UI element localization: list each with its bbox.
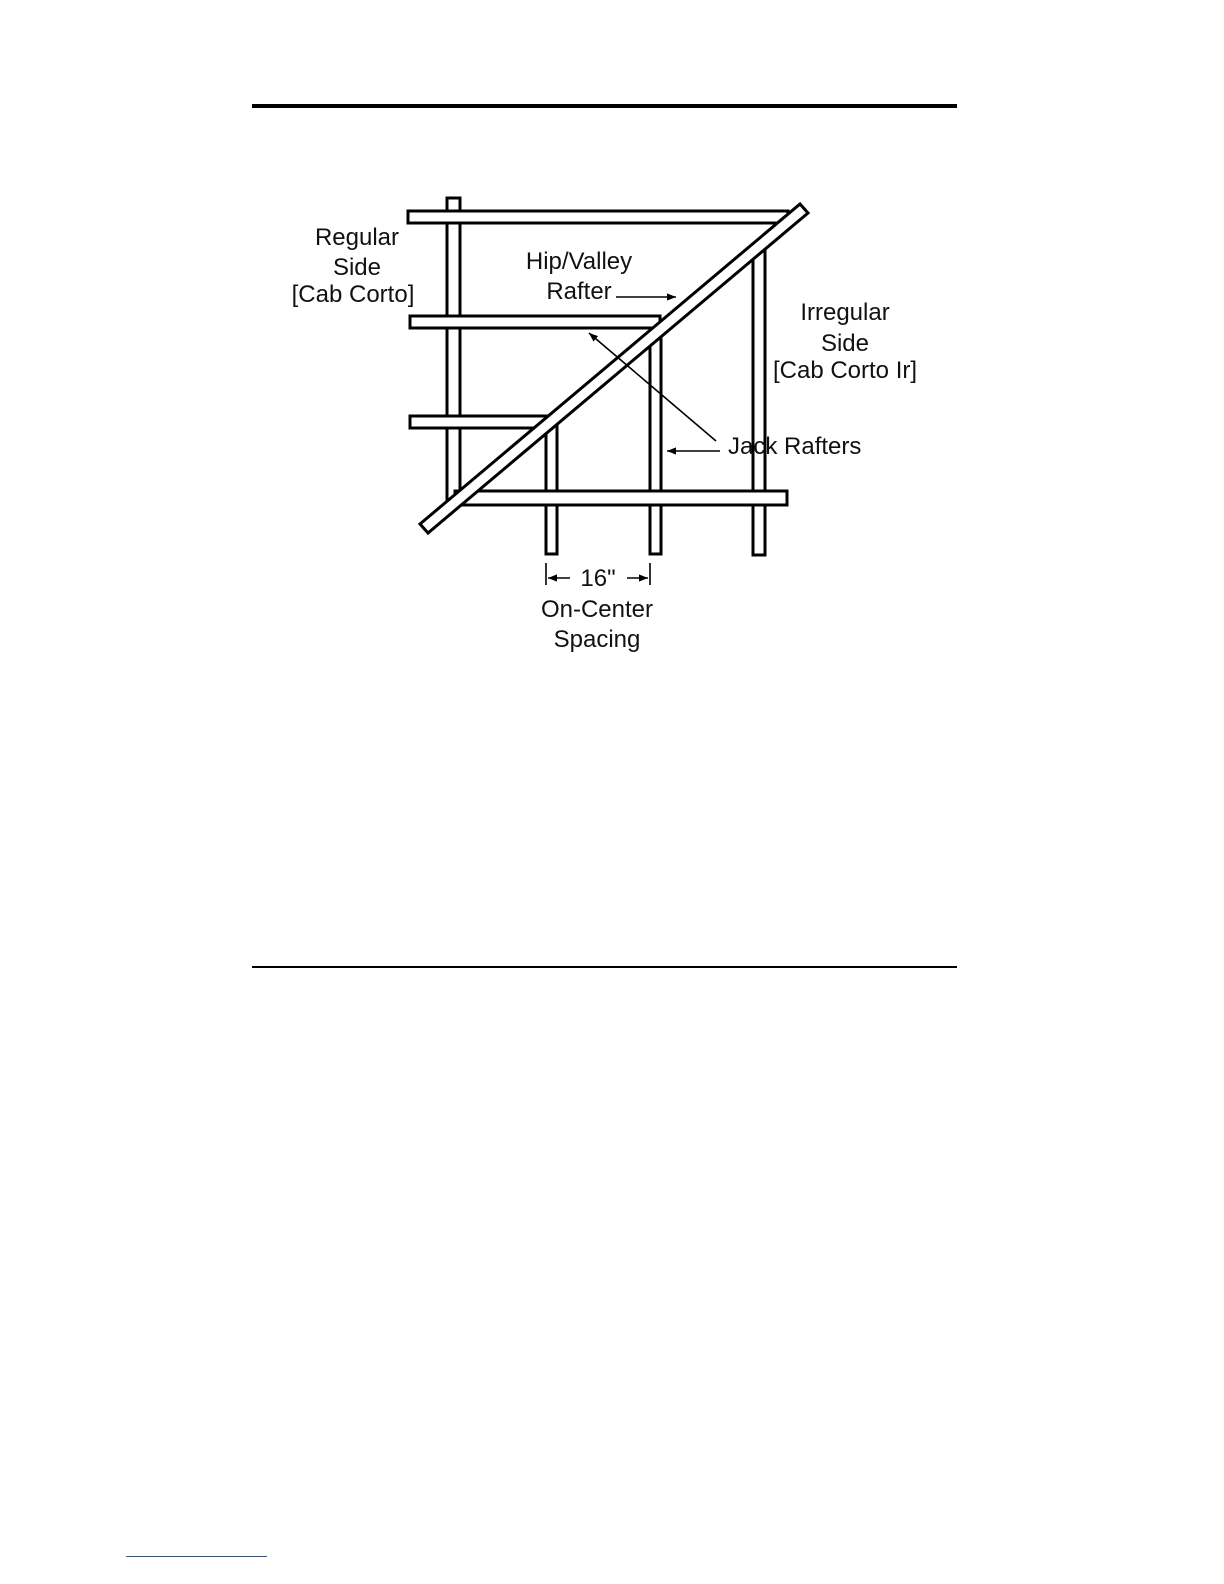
irregular-side-plate bbox=[455, 491, 787, 505]
spacing-label-line2: Spacing bbox=[553, 626, 641, 653]
jack-rafter-1 bbox=[546, 420, 557, 554]
footnote-rule bbox=[126, 1556, 267, 1557]
spacing-value-label: 16" bbox=[580, 565, 616, 592]
irregular-side-label-line1: Irregular bbox=[800, 299, 890, 326]
jack-rafters-label: Jack Rafters bbox=[728, 433, 862, 460]
regular-rafter-1 bbox=[408, 211, 788, 223]
bottom-rule bbox=[252, 966, 957, 968]
jack-rafter-2 bbox=[650, 332, 661, 554]
irregular-side-label-line2: Side bbox=[820, 330, 870, 357]
regular-rafter-2 bbox=[410, 316, 660, 328]
regular-side-label-line3: [Cab Corto] bbox=[291, 281, 415, 308]
regular-side-label-line1: Regular bbox=[314, 224, 400, 251]
regular-side-plate bbox=[447, 198, 460, 503]
regular-rafter-3 bbox=[410, 416, 548, 428]
spacing-label-line1: On-Center bbox=[540, 596, 654, 623]
jack-rafter-3 bbox=[753, 250, 765, 555]
hip-valley-label-line1: Hip/Valley bbox=[525, 248, 633, 275]
hip-valley-label-line2: Rafter bbox=[546, 278, 612, 305]
regular-side-label-line2: Side bbox=[332, 254, 382, 281]
irregular-side-label-line3: [Cab Corto Ir] bbox=[772, 357, 918, 384]
